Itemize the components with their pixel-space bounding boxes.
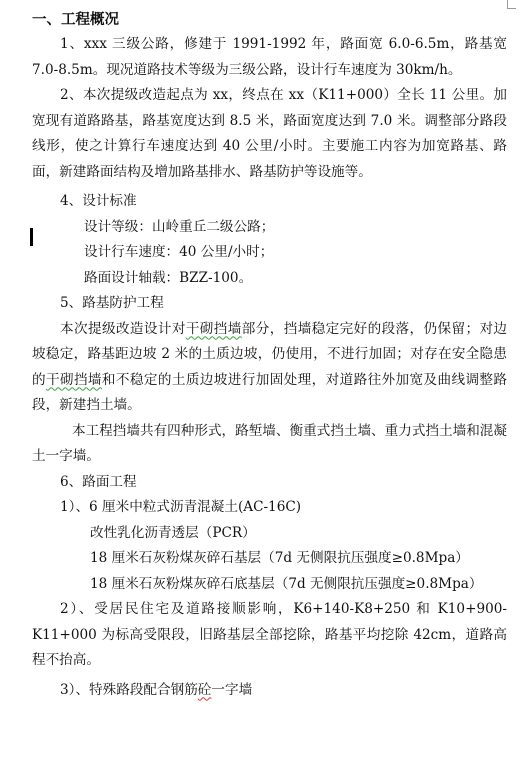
text-segment: 和不稳定的土质边坡进行加固处理，对道路往外加宽及曲线调整路段，新建挡土墙。 — [32, 371, 508, 413]
paragraph-wall-types: 本工程挡墙共有四种形式，路堑墙、衡重式挡土墙、重力式挡土墙和混凝土一字墙。 — [32, 422, 507, 464]
paragraph-retaining-walls — [32, 317, 507, 419]
paragraph-road-history: 1、xxx 三级公路，修建于 1991-1992 年，路面宽 6.0-6.5m，路基宽 7.0-8.5m。现况道路技术等级为三级公路，设计行车速度为 30km/h。 — [32, 36, 507, 78]
text-segment: 部分，挡墙稳定完好的段落，仍保留；对边坡稳定，路基距边坡 2 米的土质边坡，仍使用，不进行加固；对存在安全隐患的 — [32, 320, 508, 388]
spellcheck-underlined-term: 干砌挡墙 — [45, 371, 102, 388]
page-corner-mark — [507, 0, 516, 9]
heading-design-standard: 4、设计标准 — [60, 193, 137, 209]
pavement-layer-4: 18 厘米石灰粉煤灰碎石底基层（7d 无侧限抗压强度≥0.8Mpa） — [90, 575, 483, 592]
spellcheck-underlined-term: 干砌挡墙 — [185, 320, 242, 337]
heading-subgrade-protection: 5、路基防护工程 — [60, 295, 164, 311]
paragraph-restricted-sections: 2）、受居民住宅及道路接顺影响，K6+140-K8+250 和 K10+900-K11+000 为标高受限段，旧路基层全部挖除，路基平均挖除 42cm，道路高程不抬高。 — [32, 601, 507, 668]
paragraph-upgrade-scope: 2、本次提级改造起点为 xx，终点在 xx（K11+000）全长 11 公里。加宽现有道路路基，路基宽度达到 8.5 米，路面宽度达到 7.0 米。调整部分路段线形，使之计算行车速度达到 40 公里/小时。主要施工内容为加宽路基、路面，新建路面结构及增加路基排水、路基防护等设施等。 — [32, 87, 507, 180]
pavement-layer-1: 1）、6 厘米中粒式沥青混凝土(AC-16C) — [60, 499, 302, 515]
spellcheck-underlined-term: 砼 — [197, 681, 212, 698]
text-segment: 3）、特殊路段配合钢筋 — [60, 681, 198, 698]
section-heading-overview: 一、工程概况 — [32, 11, 119, 28]
pavement-layer-2: 改性乳化沥青透层（PCR） — [90, 524, 256, 541]
text-segment: 本次提级改造设计对 — [60, 320, 186, 337]
text-segment: 一字墙 — [211, 681, 253, 698]
document-page — [32, 8, 507, 703]
pavement-layer-3: 18 厘米石灰粉煤灰碎石基层（7d 无侧限抗压强度≥0.8Mpa） — [90, 550, 469, 566]
standard-axle-load: 路面设计轴载：BZZ-100。 — [84, 269, 253, 286]
heading-pavement: 6、路面工程 — [60, 473, 137, 490]
standard-speed: 设计行车速度：40 公里/小时； — [84, 244, 274, 260]
standard-grade: 设计等级：山岭重丘二级公路； — [84, 218, 275, 235]
pavement-item-3 — [32, 678, 507, 704]
